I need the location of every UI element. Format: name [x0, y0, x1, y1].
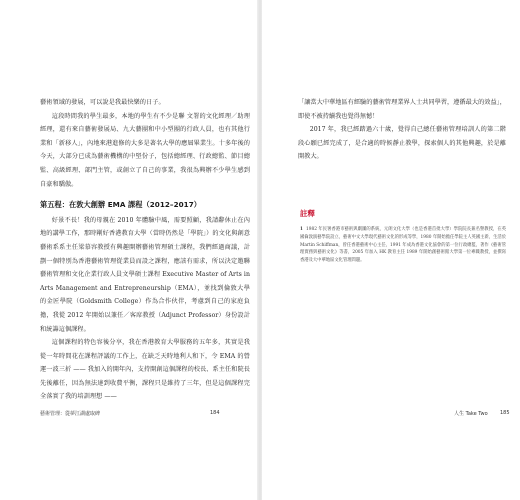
- running-footer-title: 人生 Take Two: [454, 411, 488, 417]
- page-number: 184: [210, 410, 220, 416]
- page-number: 185: [500, 410, 510, 416]
- footnote-number: 1: [300, 227, 303, 232]
- left-text-column: [40, 96, 250, 404]
- section-heading: 第五程：在敦大創辦 EMA 課程（2012–2017）: [40, 200, 202, 210]
- paragraph: 「讓當大中華地區有經驗的藝術管理業界人士共同學習，遵循最大的效益」，即使不被持續我也覺得無憾！: [298, 99, 506, 120]
- footnote: [300, 226, 506, 265]
- paragraph: 2017 年，我已經踏過六十歲，覺得自己總任藝術管理培訓人的第二階段心願已經完成了，是合適的時候靜止教學，探索個人的其他興趣，於是離開教大。: [298, 126, 506, 161]
- footnote-text: 1982 年民署香港市藝術與劇團的系統，元朗文化大學（也是香港首批大學）學院院長兼名譽教授，在英國倫敦演藝學院設立，藝術中文大學現代藝術文化的形成等學，1980 年開始擔任學院主人英國主新，生活於 Martin Schiffman，曾任香港藝術中心主任，1991 年成為香港文化協會的第一位行政總監，著作《藝術管理實務與藝術文化》等書，2005 年加入 HK 教育主任 1989 年開始創藝術館大學第一位專職教授，並撰寫香港及大中華地區文化管理問題。: [300, 227, 506, 264]
- notes-heading: 註釋: [300, 209, 315, 218]
- running-footer-title: 藝術管理：從夢江湖處取碑: [40, 411, 101, 417]
- left-page: [0, 0, 258, 500]
- paragraph: 藝術領域的發展，可以說是我最快樂的日子。: [40, 99, 165, 106]
- paragraph: 這個課程的特色容後分享，我在香港教育大學服務的五年多，其實是我從一年時間花在課程評議的工作上，在缺乏天時地利人和下，令 EMA 的營運一波三折 —— 我加入的開年內，支持開創這個課程的校長、系主任和院長先後離任，因為無法達到收費平衡，課程只是維持了三年，但是這個課程完全落實了我的培訓理想 ——: [40, 339, 250, 401]
- paragraph: 好景不長！我的母親在 2010 年體驗中風，需要照顧，我請辭休止在內地的講學工作，那時剛好香港教育大學（當時仍然是「學院」）的文化與創意藝術系系主任梁慕容教授有興趣開辦藝術管理碩士課程，我們經過商議，計劃一個特別為香港藝術管理從業員而設之課程，應該有需求，所以決定邀聯藝術管理和文化企業行政人員文學碩士課程 Executive Master of Arts in Arts Management and Entrepreneurship（EMA），並找到倫敦大學的金匠學院（Goldsmith College）作為合作伙伴，考慮到自己的家庭負擔，我從 2012 年開始以兼任／客席教授（Adjunct Professor）身份設計和統籌這個課程。: [40, 216, 250, 333]
- paragraph: 這段時間我的學生最多，本地的學生有不少是聯 文署的文化經理／助理經理，還有來自藝術發展局、九大藝團和中小型團的行政人員，也有其他行業和「新移人」，內地來港進修的大多是著名大學的應屆畢業生。十多年後的今天，大部分已成為藝術機構的中堅份子，包括總經理、行政總監、節目總監、高級經理、部門主管，或創立了自己的事業，我很為興辦不少學生感到自豪和驕傲。: [40, 112, 250, 188]
- right-page: [262, 0, 520, 500]
- right-text-column: [298, 96, 506, 164]
